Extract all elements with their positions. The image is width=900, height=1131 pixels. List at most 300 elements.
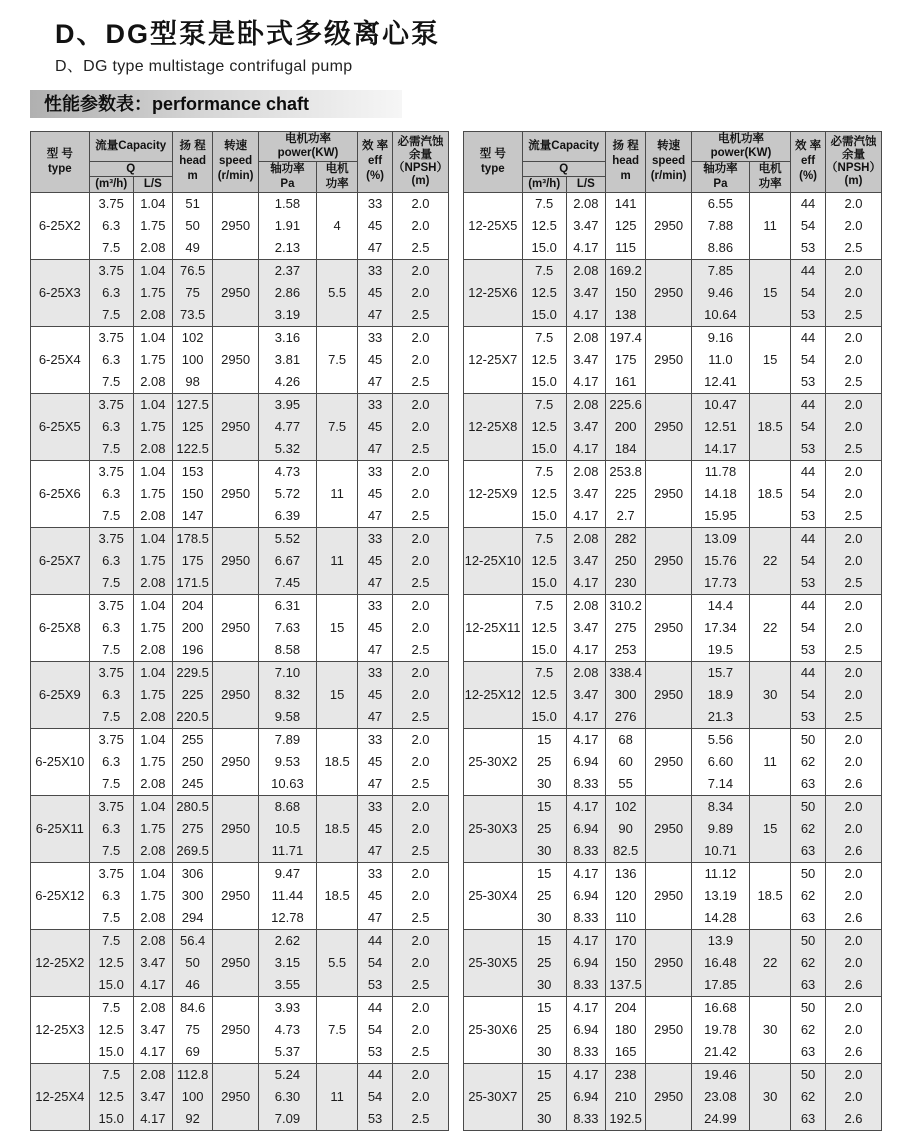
flow-cell: 3.75 6.3 7.5 [89,795,133,862]
speed-cell: 2950 [213,929,258,996]
header-q: Q [522,161,605,176]
speed-cell: 2950 [646,661,691,728]
npsh-cell: 2.0 2.0 2.5 [393,862,449,929]
header-speed-zh: 转速 [224,140,248,153]
table-row [464,460,882,527]
npsh-cell: 2.0 2.0 2.5 [393,795,449,862]
header-speed-zh: 转速 [657,140,681,153]
header-capacity: 流量Capacity [89,132,172,162]
shaft-power-cell: 7.10 8.32 9.58 [258,661,316,728]
ls-cell: 4.17 6.94 8.33 [566,1063,605,1130]
eff-cell: 33 45 47 [358,527,393,594]
head-cell: 127.5 125 122.5 [172,393,213,460]
header-speed [213,132,258,193]
shaft-power-cell: 2.62 3.15 3.55 [258,929,316,996]
header-npsh-zh1: 必需汽蚀 [397,135,444,148]
motor-power-cell: 22 [750,594,791,661]
header-speed-unit: (r/min) [650,170,687,183]
shaft-power-cell: 11.78 14.18 15.95 [691,460,749,527]
eff-cell: 33 45 47 [358,594,393,661]
npsh-cell: 2.0 2.0 2.5 [393,661,449,728]
model-cell: 6-25X10 [31,728,90,795]
npsh-cell: 2.0 2.0 2.5 [393,594,449,661]
motor-power-cell: 15 [750,259,791,326]
shaft-power-cell: 5.24 6.30 7.09 [258,1063,316,1130]
header-shaft-unit: Pa [713,177,728,190]
performance-table-left [30,131,449,1131]
npsh-cell: 2.0 2.0 2.5 [393,326,449,393]
header-shaft-power [258,161,316,192]
ls-cell: 2.08 3.47 4.17 [566,192,605,259]
flow-cell: 15 25 30 [522,996,566,1063]
ls-cell: 1.04 1.75 2.08 [133,728,172,795]
header-npsh-unit: (m) [411,174,430,187]
ls-cell: 1.04 1.75 2.08 [133,460,172,527]
motor-power-cell: 15 [317,661,358,728]
table-row [464,326,882,393]
table-row [464,862,882,929]
speed-cell: 2950 [213,192,258,259]
head-cell: 253.8 225 2.7 [605,460,646,527]
flow-cell: 7.5 12.5 15.0 [522,259,566,326]
flow-cell: 7.5 12.5 15.0 [522,192,566,259]
flow-cell: 7.5 12.5 15.0 [522,326,566,393]
head-cell: 141 125 115 [605,192,646,259]
motor-power-cell: 11 [750,192,791,259]
header-npsh-zh3: （NPSH） [826,161,881,174]
motor-power-cell: 18.5 [317,862,358,929]
shaft-power-cell: 3.95 4.77 5.32 [258,393,316,460]
motor-power-cell: 22 [750,929,791,996]
ls-cell: 2.08 3.47 4.17 [566,661,605,728]
shaft-power-cell: 16.68 19.78 21.42 [691,996,749,1063]
page-title-en: D、DG type multistage contrifugal pump [55,58,353,75]
header-m3h: (m³/h) [522,177,566,192]
model-cell: 12-25X5 [464,192,523,259]
header-motor-zh: 电机 [758,163,782,176]
npsh-cell: 2.0 2.0 2.5 [393,1063,449,1130]
npsh-cell: 2.0 2.0 2.5 [826,192,882,259]
ls-cell: 4.17 6.94 8.33 [566,795,605,862]
table-row [31,862,449,929]
eff-cell: 44 54 53 [791,661,826,728]
head-cell: 102 90 82.5 [605,795,646,862]
eff-cell: 50 62 63 [791,862,826,929]
motor-power-cell: 18.5 [317,795,358,862]
shaft-power-cell: 10.47 12.51 14.17 [691,393,749,460]
header-eff-en: eff [368,155,383,168]
eff-cell: 44 54 53 [358,996,393,1063]
shaft-power-cell: 5.52 6.67 7.45 [258,527,316,594]
flow-cell: 3.75 6.3 7.5 [89,862,133,929]
head-cell: 282 250 230 [605,527,646,594]
header-head [172,132,213,193]
speed-cell: 2950 [213,594,258,661]
table-body [464,192,882,1130]
flow-cell: 15 25 30 [522,929,566,996]
header-model-zh: 型 号 [46,147,73,160]
table-row [464,527,882,594]
ls-cell: 1.04 1.75 2.08 [133,259,172,326]
npsh-cell: 2.0 2.0 2.5 [393,929,449,996]
eff-cell: 50 62 63 [791,996,826,1063]
motor-power-cell: 4 [317,192,358,259]
head-cell: 178.5 175 171.5 [172,527,213,594]
head-cell: 51 50 49 [172,192,213,259]
motor-power-cell: 22 [750,527,791,594]
shaft-power-cell: 8.34 9.89 10.71 [691,795,749,862]
npsh-cell: 2.0 2.0 2.5 [826,259,882,326]
ls-cell: 1.04 1.75 2.08 [133,393,172,460]
flow-cell: 3.75 6.3 7.5 [89,192,133,259]
motor-power-cell: 11 [317,527,358,594]
model-cell: 12-25X11 [464,594,523,661]
flow-cell: 15 25 30 [522,795,566,862]
table-row [31,326,449,393]
eff-cell: 33 45 47 [358,326,393,393]
table-row [464,594,882,661]
npsh-cell: 2.0 2.0 2.5 [393,728,449,795]
flow-cell: 15 25 30 [522,1063,566,1130]
eff-cell: 33 45 47 [358,192,393,259]
header-eff-unit: (%) [366,170,384,183]
table-header [464,132,882,193]
table-row [31,460,449,527]
motor-power-cell: 11 [317,1063,358,1130]
shaft-power-cell: 15.7 18.9 21.3 [691,661,749,728]
header-motor-zh2: 功率 [325,177,349,190]
header-eff [791,132,826,193]
speed-cell: 2950 [646,460,691,527]
eff-cell: 44 54 53 [791,594,826,661]
head-cell: 68 60 55 [605,728,646,795]
speed-cell: 2950 [213,795,258,862]
header-head-unit: m [620,170,631,183]
model-cell: 12-25X6 [464,259,523,326]
model-cell: 25-30X7 [464,1063,523,1130]
header-shaft-power [691,161,749,192]
header-q: Q [89,161,172,176]
speed-cell: 2950 [646,996,691,1063]
header-speed-en: speed [651,155,686,168]
npsh-cell: 2.0 2.0 2.6 [826,996,882,1063]
head-cell: 84.6 75 69 [172,996,213,1063]
header-ls: L/S [133,177,172,192]
ls-cell: 2.08 3.47 4.17 [133,929,172,996]
shaft-power-cell: 6.55 7.88 8.86 [691,192,749,259]
shaft-power-cell: 4.73 5.72 6.39 [258,460,316,527]
table-row [31,795,449,862]
header-motor-power [317,161,358,192]
header-power: 电机功率power(KW) [258,132,357,162]
header-shaft-zh: 轴功率 [270,163,305,176]
header-eff-zh: 效 率 [794,140,822,153]
motor-power-cell: 11 [317,460,358,527]
head-cell: 169.2 150 138 [605,259,646,326]
model-cell: 12-25X7 [464,326,523,393]
ls-cell: 2.08 3.47 4.17 [566,460,605,527]
eff-cell: 44 54 53 [791,326,826,393]
flow-cell: 3.75 6.3 7.5 [89,728,133,795]
shaft-power-cell: 11.12 13.19 14.28 [691,862,749,929]
npsh-cell: 2.0 2.0 2.6 [826,929,882,996]
header-motor-zh: 电机 [325,163,349,176]
motor-power-cell: 18.5 [750,862,791,929]
flow-cell: 7.5 12.5 15.0 [89,996,133,1063]
eff-cell: 33 45 47 [358,661,393,728]
header-model-en: type [47,162,72,175]
ls-cell: 2.08 3.47 4.17 [133,1063,172,1130]
header-speed-en: speed [218,155,253,168]
section-header-bar: 性能参数表：performance chaft [30,90,402,118]
table-row [464,393,882,460]
npsh-cell: 2.0 2.0 2.5 [393,393,449,460]
flow-cell: 7.5 12.5 15.0 [522,527,566,594]
table-row [464,929,882,996]
header-m3h: (m³/h) [89,177,133,192]
ls-cell: 4.17 6.94 8.33 [566,996,605,1063]
ls-cell: 1.04 1.75 2.08 [133,326,172,393]
eff-cell: 50 62 63 [791,929,826,996]
shaft-power-cell: 2.37 2.86 3.19 [258,259,316,326]
shaft-power-cell: 7.89 9.53 10.63 [258,728,316,795]
motor-power-cell: 5.5 [317,929,358,996]
flow-cell: 7.5 12.5 15.0 [89,1063,133,1130]
speed-cell: 2950 [213,862,258,929]
table-row [31,594,449,661]
motor-power-cell: 5.5 [317,259,358,326]
model-cell: 6-25X4 [31,326,90,393]
speed-cell: 2950 [213,996,258,1063]
head-cell: 255 250 245 [172,728,213,795]
page-title-zh: D、DG型泵是卧式多级离心泵 [55,19,440,49]
speed-cell: 2950 [213,527,258,594]
model-cell: 6-25X2 [31,192,90,259]
flow-cell: 7.5 12.5 15.0 [522,393,566,460]
eff-cell: 44 54 53 [791,460,826,527]
model-cell: 6-25X12 [31,862,90,929]
header-capacity: 流量Capacity [522,132,605,162]
npsh-cell: 2.0 2.0 2.5 [826,527,882,594]
eff-cell: 44 54 53 [791,259,826,326]
eff-cell: 33 45 47 [358,795,393,862]
ls-cell: 1.04 1.75 2.08 [133,862,172,929]
flow-cell: 7.5 12.5 15.0 [522,460,566,527]
eff-cell: 44 54 53 [791,393,826,460]
shaft-power-cell: 3.16 3.81 4.26 [258,326,316,393]
table-header [31,132,449,193]
header-motor-power [750,161,791,192]
head-cell: 112.8 100 92 [172,1063,213,1130]
ls-cell: 2.08 3.47 4.17 [133,996,172,1063]
header-npsh [826,132,882,193]
header-npsh [393,132,449,193]
eff-cell: 50 62 63 [791,1063,826,1130]
shaft-power-cell: 5.56 6.60 7.14 [691,728,749,795]
npsh-cell: 2.0 2.0 2.5 [393,996,449,1063]
head-cell: 229.5 225 220.5 [172,661,213,728]
speed-cell: 2950 [213,728,258,795]
speed-cell: 2950 [213,661,258,728]
speed-cell: 2950 [213,460,258,527]
eff-cell: 44 54 53 [358,929,393,996]
model-cell: 6-25X6 [31,460,90,527]
motor-power-cell: 15 [750,795,791,862]
motor-power-cell: 18.5 [317,728,358,795]
speed-cell: 2950 [213,259,258,326]
speed-cell: 2950 [646,192,691,259]
shaft-power-cell: 9.16 11.0 12.41 [691,326,749,393]
shaft-power-cell: 8.68 10.5 11.71 [258,795,316,862]
header-shaft-unit: Pa [280,177,295,190]
model-cell: 12-25X9 [464,460,523,527]
table-row [464,728,882,795]
table-row [31,929,449,996]
head-cell: 76.5 75 73.5 [172,259,213,326]
flow-cell: 15 25 30 [522,862,566,929]
header-eff-en: eff [801,155,816,168]
header-model-en: type [480,162,505,175]
speed-cell: 2950 [646,393,691,460]
speed-cell: 2950 [646,259,691,326]
header-eff-unit: (%) [799,170,817,183]
table-row [31,527,449,594]
npsh-cell: 2.0 2.0 2.6 [826,862,882,929]
speed-cell: 2950 [646,862,691,929]
npsh-cell: 2.0 2.0 2.5 [393,192,449,259]
npsh-cell: 2.0 2.0 2.5 [393,527,449,594]
eff-cell: 44 54 53 [791,192,826,259]
header-model [31,132,90,193]
header-speed [646,132,691,193]
table-row [464,996,882,1063]
head-cell: 204 200 196 [172,594,213,661]
model-cell: 12-25X12 [464,661,523,728]
head-cell: 56.4 50 46 [172,929,213,996]
header-npsh-zh3: （NPSH） [393,161,448,174]
table-row [31,192,449,259]
head-cell: 225.6 200 184 [605,393,646,460]
shaft-power-cell: 1.58 1.91 2.13 [258,192,316,259]
model-cell: 6-25X9 [31,661,90,728]
flow-cell: 3.75 6.3 7.5 [89,594,133,661]
motor-power-cell: 18.5 [750,460,791,527]
shaft-power-cell: 7.85 9.46 10.64 [691,259,749,326]
npsh-cell: 2.0 2.0 2.5 [826,326,882,393]
shaft-power-cell: 6.31 7.63 8.58 [258,594,316,661]
ls-cell: 2.08 3.47 4.17 [566,393,605,460]
header-npsh-zh2: 余量 [409,148,432,161]
npsh-cell: 2.0 2.0 2.5 [393,460,449,527]
head-cell: 280.5 275 269.5 [172,795,213,862]
ls-cell: 4.17 6.94 8.33 [566,728,605,795]
npsh-cell: 2.0 2.0 2.6 [826,795,882,862]
table-body [31,192,449,1130]
header-eff-zh: 效 率 [361,140,389,153]
ls-cell: 2.08 3.47 4.17 [566,326,605,393]
header-model-zh: 型 号 [479,147,506,160]
speed-cell: 2950 [213,326,258,393]
head-cell: 136 120 110 [605,862,646,929]
ls-cell: 2.08 3.47 4.17 [566,527,605,594]
eff-cell: 33 45 47 [358,728,393,795]
model-cell: 12-25X4 [31,1063,90,1130]
header-power: 电机功率power(KW) [691,132,790,162]
ls-cell: 2.08 3.47 4.17 [566,259,605,326]
model-cell: 12-25X10 [464,527,523,594]
flow-cell: 7.5 12.5 15.0 [89,929,133,996]
ls-cell: 2.08 3.47 4.17 [566,594,605,661]
tables-container [30,131,882,1131]
table-row [464,661,882,728]
head-cell: 310.2 275 253 [605,594,646,661]
flow-cell: 3.75 6.3 7.5 [89,527,133,594]
ls-cell: 4.17 6.94 8.33 [566,929,605,996]
header-ls: L/S [566,177,605,192]
speed-cell: 2950 [646,527,691,594]
ls-cell: 1.04 1.75 2.08 [133,594,172,661]
table-row [464,1063,882,1130]
flow-cell: 3.75 6.3 7.5 [89,326,133,393]
motor-power-cell: 15 [750,326,791,393]
header-speed-unit: (r/min) [217,170,254,183]
shaft-power-cell: 19.46 23.08 24.99 [691,1063,749,1130]
flow-cell: 7.5 12.5 15.0 [522,594,566,661]
head-cell: 204 180 165 [605,996,646,1063]
npsh-cell: 2.0 2.0 2.5 [826,594,882,661]
model-cell: 12-25X2 [31,929,90,996]
model-cell: 6-25X7 [31,527,90,594]
flow-cell: 15 25 30 [522,728,566,795]
header-eff [358,132,393,193]
table-row [31,259,449,326]
performance-table-right [463,131,882,1131]
flow-cell: 3.75 6.3 7.5 [89,393,133,460]
head-cell: 238 210 192.5 [605,1063,646,1130]
table-row [464,192,882,259]
motor-power-cell: 15 [317,594,358,661]
motor-power-cell: 7.5 [317,393,358,460]
motor-power-cell: 7.5 [317,326,358,393]
eff-cell: 44 54 53 [358,1063,393,1130]
shaft-power-cell: 3.93 4.73 5.37 [258,996,316,1063]
eff-cell: 33 45 47 [358,259,393,326]
eff-cell: 33 45 47 [358,393,393,460]
model-cell: 6-25X3 [31,259,90,326]
shaft-power-cell: 9.47 11.44 12.78 [258,862,316,929]
speed-cell: 2950 [646,1063,691,1130]
model-cell: 25-30X5 [464,929,523,996]
model-cell: 12-25X8 [464,393,523,460]
table-row [464,795,882,862]
flow-cell: 3.75 6.3 7.5 [89,460,133,527]
header-head-zh: 扬 程 [612,140,639,153]
eff-cell: 44 54 53 [791,527,826,594]
speed-cell: 2950 [646,594,691,661]
speed-cell: 2950 [213,393,258,460]
model-cell: 12-25X3 [31,996,90,1063]
header-npsh-zh1: 必需汽蚀 [830,135,877,148]
head-cell: 306 300 294 [172,862,213,929]
flow-cell: 7.5 12.5 15.0 [522,661,566,728]
eff-cell: 33 45 47 [358,460,393,527]
header-npsh-zh2: 余量 [842,148,865,161]
table-row [31,996,449,1063]
ls-cell: 1.04 1.75 2.08 [133,527,172,594]
header-motor-zh2: 功率 [758,177,782,190]
header-shaft-zh: 轴功率 [703,163,738,176]
table-row [31,393,449,460]
